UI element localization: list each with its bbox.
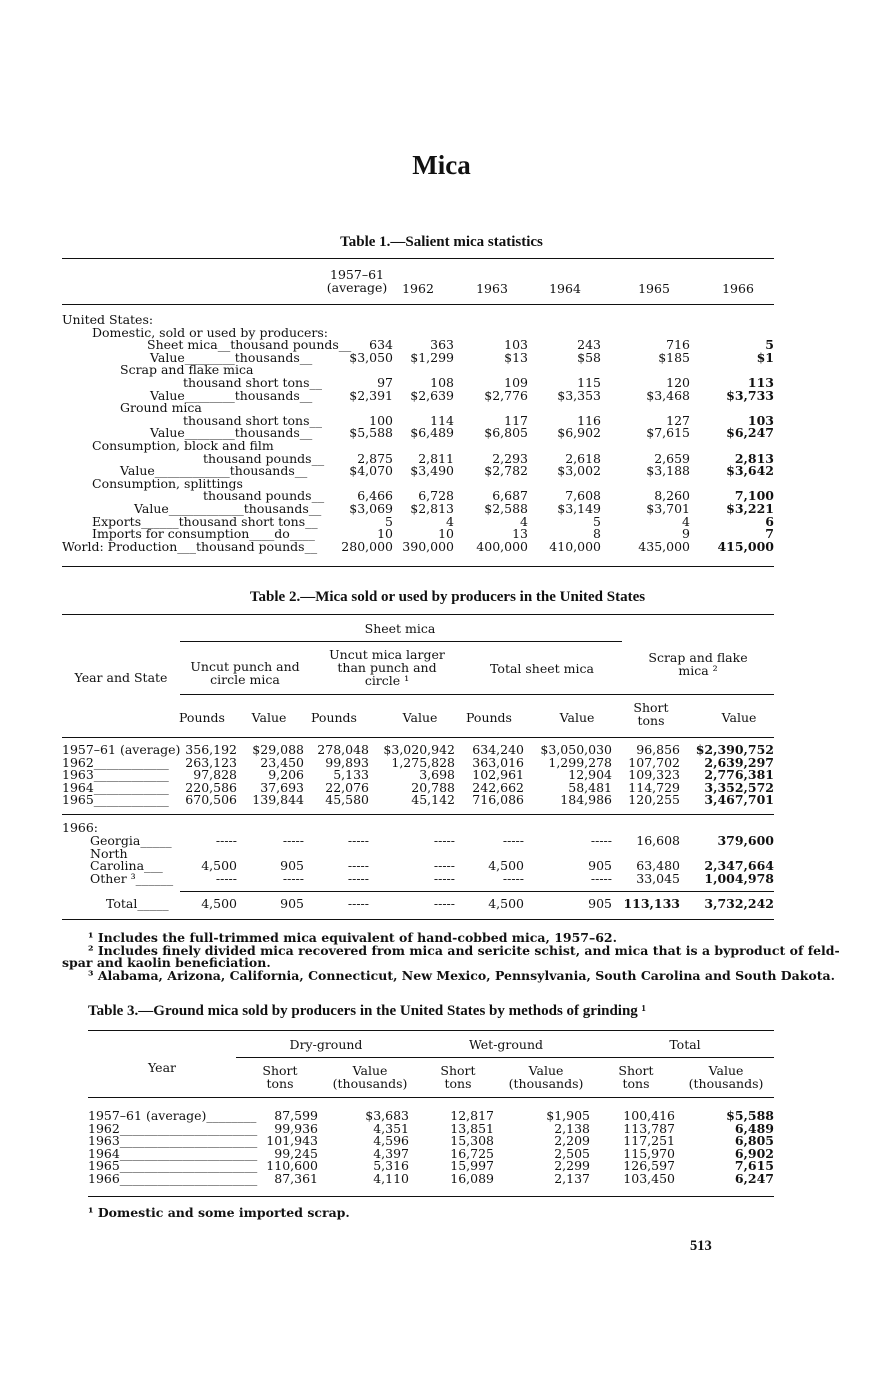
table1-cell: $2,588 <box>484 501 528 516</box>
table2-total-cell: 4,500 <box>201 896 237 911</box>
table2-row-label: Carolina___ <box>90 858 163 874</box>
table2-unit-header: Value <box>559 710 595 725</box>
table2-subhead-rule <box>180 694 774 695</box>
table1-cell: 400,000 <box>476 538 528 554</box>
table1-cell: $3,353 <box>557 387 601 403</box>
table3-row-label: 1964______________________ <box>88 1145 258 1161</box>
table1-row-label: Value________thousands__ <box>150 425 313 441</box>
table2-cell: 2,639,297 <box>704 754 774 770</box>
table1-column-header: 1965 <box>638 281 670 296</box>
table3-cell: 99,245 <box>274 1145 318 1161</box>
table1-column-header: 1962 <box>402 281 434 296</box>
table2-cell: $3,050,030 <box>540 742 612 757</box>
table2-cell: ----- <box>282 870 304 886</box>
table3-col-year: Year <box>148 1060 176 1075</box>
table1-cell: 280,000 <box>341 538 393 554</box>
table1-cell: $3,468 <box>646 387 690 403</box>
table2-cell: 4,500 <box>488 858 524 874</box>
table1-column-header: 1964 <box>549 281 581 296</box>
table2-row-label: 1957–61 (average) <box>62 742 181 757</box>
table3-unit-header: Short tons <box>618 1063 654 1091</box>
table1-cell: 2,659 <box>654 450 690 466</box>
table1-cell: 6 <box>765 513 774 529</box>
table2-unit-header: Value <box>251 710 287 725</box>
table3-cell: 15,308 <box>450 1133 494 1149</box>
table2-total-cell: 113,133 <box>623 896 680 911</box>
table3-footnote: ¹ Domestic and some imported scrap. <box>88 1205 350 1220</box>
table1-cell: $2,776 <box>484 387 528 403</box>
table2-cell: 9,206 <box>268 767 304 783</box>
table1-cell: $6,247 <box>726 425 774 441</box>
table1-cell: $6,805 <box>484 425 528 441</box>
table2-unit-header: Value <box>721 710 757 725</box>
table1-cell: $7,615 <box>646 425 690 441</box>
table3-cell: 6,247 <box>734 1171 774 1186</box>
table1-row-label: Domestic, sold or used by producers: <box>92 324 328 340</box>
table2-cell: 23,450 <box>260 754 304 770</box>
table1-cell: $3,221 <box>726 501 774 516</box>
table1-cell: 100 <box>369 412 393 428</box>
table2-cell: 5,133 <box>333 767 369 783</box>
table2-footnote: ³ Alabama, Arizona, California, Connecticut, New Mexico, Pennsylvania, South Carolina and South Dakota. <box>88 967 835 983</box>
table3-header-rule <box>88 1097 774 1098</box>
table1-row-label: Imports for consumption____do____ <box>92 526 315 542</box>
table2-cell: ----- <box>502 870 524 886</box>
table2-cell: 20,788 <box>411 779 455 795</box>
table1-cell: 114 <box>430 412 454 428</box>
table1-cell: 9 <box>682 526 690 542</box>
table1-cell: 2,293 <box>492 450 528 466</box>
table2-col-scrap: Scrap and flake mica ² <box>648 650 748 678</box>
table3-cell: 110,600 <box>266 1158 318 1174</box>
table3-row-label: 1962______________________ <box>88 1120 258 1136</box>
table1-cell: $3,050 <box>349 349 393 365</box>
table2-cell: ----- <box>433 870 455 886</box>
table2-unit-header: Pounds <box>179 710 225 725</box>
table2-total-cell: 905 <box>588 896 612 911</box>
table3-row-label: 1966______________________ <box>88 1171 258 1186</box>
table1-cell: 435,000 <box>638 538 690 554</box>
table3-cell: 7,615 <box>734 1158 774 1174</box>
table2-cell: ----- <box>433 858 455 874</box>
table1-cell: 13 <box>512 526 528 542</box>
table1-cell: $6,902 <box>557 425 601 441</box>
table2-top-rule <box>62 614 774 615</box>
table2-cell: 3,352,572 <box>704 779 774 795</box>
table3-cell: 6,902 <box>734 1145 774 1161</box>
table1-row-label: thousand short tons__ <box>183 412 323 428</box>
table3-cell: 6,489 <box>734 1120 774 1136</box>
table1-cell: $3,069 <box>349 501 393 516</box>
table1-cell: 7,608 <box>565 488 601 504</box>
table2-cell: 96,856 <box>636 742 680 757</box>
table2-cell: 263,123 <box>185 754 237 770</box>
table3-row-label: 1963______________________ <box>88 1133 258 1149</box>
table2-cell: 184,986 <box>560 792 612 808</box>
table2-cell: 107,702 <box>628 754 680 770</box>
table2-row-label: Georgia_____ <box>90 833 172 848</box>
table2-cell: 634,240 <box>472 742 524 757</box>
table3-bottom-rule <box>88 1196 774 1197</box>
table2-row-label: 1964____________ <box>62 779 169 795</box>
table1-cell: 115 <box>577 375 601 390</box>
table3-cell: $1,905 <box>546 1108 590 1123</box>
table1-row-label: World: Production___thousand pounds__ <box>62 538 318 554</box>
table1-cell: 113 <box>747 375 774 390</box>
table2-cell: ----- <box>347 858 369 874</box>
table3-cell: 113,787 <box>623 1120 675 1136</box>
table1-row-label: Value________thousands__ <box>150 387 313 403</box>
table3-cell: 15,997 <box>450 1158 494 1174</box>
table2-unit-header: Short tons <box>633 700 669 728</box>
table2-total-rule <box>180 891 774 892</box>
table1-row-label: Exports______thousand short tons__ <box>92 513 318 529</box>
table1-row-label: thousand pounds__ <box>203 450 325 466</box>
table1-row-label: Value________thousands__ <box>150 349 313 365</box>
table1-cell: $2,639 <box>410 387 454 403</box>
page-number: 513 <box>690 1238 712 1254</box>
table2-cell: $3,020,942 <box>383 742 455 757</box>
table2-cell: 1,004,978 <box>704 870 774 886</box>
table2-col-year: Year and State <box>74 670 168 685</box>
table1-cell: 7,100 <box>734 488 774 504</box>
table1-column-header: 1957–61 (average) <box>326 267 388 295</box>
table3-cell: 2,138 <box>554 1120 590 1136</box>
table1-cell: $58 <box>577 349 601 365</box>
table3-group-rule <box>236 1057 774 1058</box>
table3-group-header: Wet-ground <box>468 1037 544 1052</box>
table3-cell: 100,416 <box>623 1108 675 1123</box>
table2-total-cell: 4,500 <box>488 896 524 911</box>
table3-cell: 103,450 <box>623 1171 675 1186</box>
table1-row-label: thousand pounds__ <box>203 488 325 504</box>
table1-top-rule <box>62 258 774 259</box>
table2-cell: 45,142 <box>411 792 455 808</box>
table3-cell: 13,851 <box>450 1120 494 1136</box>
table2-cell: $2,390,752 <box>695 742 774 757</box>
table2-cell: 120,255 <box>628 792 680 808</box>
table1-cell: 120 <box>666 375 690 390</box>
table1-cell: 10 <box>377 526 393 542</box>
table1-cell: 5 <box>385 513 393 529</box>
table3-cell: 87,599 <box>274 1108 318 1123</box>
table2-unit-header: Pounds <box>466 710 512 725</box>
table1-row-label: Value____________thousands__ <box>134 501 322 516</box>
table3-cell: 6,805 <box>734 1133 774 1149</box>
table1-cell: $3,701 <box>646 501 690 516</box>
table1-cell: 6,466 <box>357 488 393 504</box>
table1-cell: 5 <box>593 513 601 529</box>
table3-cell: 4,397 <box>373 1145 409 1161</box>
table2-cell: 2,776,381 <box>704 767 774 783</box>
table1-cell: 97 <box>377 375 393 390</box>
table1-cell: $1,299 <box>410 349 454 365</box>
table1-row-label: Consumption, splittings <box>92 475 243 491</box>
table1-row-label: Sheet mica__thousand pounds__ <box>147 337 352 353</box>
table1-header-rule <box>62 304 774 305</box>
table3-cell: 12,817 <box>450 1108 494 1123</box>
table2-cell: 4,500 <box>201 858 237 874</box>
table1-caption: Table 1.—Salient mica statistics <box>340 234 543 250</box>
table1-cell: 716 <box>666 337 690 353</box>
table1-column-header: 1963 <box>476 281 508 296</box>
table1-row-label: Ground mica <box>120 400 202 416</box>
table2-cell: ----- <box>347 870 369 886</box>
table2-cell: 63,480 <box>636 858 680 874</box>
table2-row-label: North <box>90 845 128 861</box>
table1-cell: 2,875 <box>357 450 393 466</box>
table1-row-label: Value____________thousands__ <box>120 463 308 479</box>
table1-cell: 410,000 <box>549 538 601 554</box>
table1-row-label: Scrap and flake mica <box>120 362 254 378</box>
table1-cell: $3,188 <box>646 463 690 479</box>
table2-row-label: Other ³______ <box>90 870 174 886</box>
table1-cell: $2,391 <box>349 387 393 403</box>
table3-top-rule <box>88 1030 774 1031</box>
table3-cell: 16,089 <box>450 1171 494 1186</box>
table1-cell: $13 <box>504 349 528 365</box>
table2-col-larger: Uncut mica larger than punch and circle ¹ <box>329 647 445 688</box>
table3-cell: 4,596 <box>373 1133 409 1149</box>
table1-cell: $3,733 <box>726 387 774 403</box>
table2-cell: 22,076 <box>325 779 369 795</box>
table3-cell: 16,725 <box>450 1145 494 1161</box>
table2-total-cell: 3,732,242 <box>704 896 774 911</box>
table1-cell: $3,642 <box>726 463 774 479</box>
table1-cell: $6,489 <box>410 425 454 441</box>
table2-cell: 97,828 <box>193 767 237 783</box>
table2-cell: ----- <box>433 833 455 848</box>
table1-cell: 6,728 <box>418 488 454 504</box>
table1-cell: $1 <box>756 349 774 365</box>
table3-cell: 4,351 <box>373 1120 409 1136</box>
table1-cell: 415,000 <box>717 538 774 554</box>
table1-cell: 4 <box>446 513 454 529</box>
table2-cell: ----- <box>347 833 369 848</box>
table1-cell: 634 <box>369 337 393 353</box>
table2-total-cell: 905 <box>280 896 304 911</box>
table3-unit-header: Short tons <box>262 1063 298 1091</box>
table2-cell: ----- <box>590 833 612 848</box>
table2-unit-header: Pounds <box>311 710 357 725</box>
table1-cell: 363 <box>430 337 454 353</box>
table1-cell: $4,070 <box>349 463 393 479</box>
table2-cell: 3,698 <box>419 767 455 783</box>
table2-cell: 33,045 <box>636 870 680 886</box>
table2-caption: Table 2.—Mica sold or used by producers in the United States <box>249 589 646 605</box>
table3-cell: 87,361 <box>274 1171 318 1186</box>
table2-cell: 356,192 <box>185 742 237 757</box>
table2-cell: ----- <box>215 833 237 848</box>
table3-row-label: 1965______________________ <box>88 1158 258 1174</box>
table2-cell: 139,844 <box>252 792 304 808</box>
table3-cell: $5,588 <box>726 1108 774 1123</box>
table2-cell: 16,608 <box>636 833 680 848</box>
table3-group-header: Dry-ground <box>289 1037 363 1052</box>
table2-col-total: Total sheet mica <box>490 661 594 676</box>
table1-cell: 103 <box>504 337 528 353</box>
table3-cell: 126,597 <box>623 1158 675 1174</box>
table3-cell: 5,316 <box>373 1158 409 1174</box>
table3-cell: 4,110 <box>373 1171 409 1186</box>
table2-cell: 2,347,664 <box>704 858 774 874</box>
table1-cell: $185 <box>658 349 690 365</box>
table2-cell: ----- <box>502 833 524 848</box>
table2-cell: 12,904 <box>568 767 612 783</box>
table1-cell: $2,782 <box>484 463 528 479</box>
table3-cell: 117,251 <box>623 1133 675 1149</box>
table2-col-uncut: Uncut punch and circle mica <box>190 659 300 687</box>
table3-cell: 2,209 <box>554 1133 590 1149</box>
table1-cell: 8 <box>593 526 601 542</box>
table1-cell: 5 <box>765 337 774 353</box>
table2-cell: $29,088 <box>252 742 304 757</box>
table2-cell: ----- <box>282 833 304 848</box>
table2-row-label: 1962____________ <box>62 754 169 770</box>
table1-cell: 116 <box>577 412 601 428</box>
table2-cell: 278,048 <box>317 742 369 757</box>
table2-cell: 1,275,828 <box>391 754 455 770</box>
table3-row-label: 1957–61 (average)________ <box>88 1108 257 1123</box>
table2-row-label: 1963____________ <box>62 767 169 783</box>
table2-cell: 114,729 <box>628 779 680 795</box>
table2-cell: ----- <box>215 870 237 886</box>
table3-unit-header: Value (thousands) <box>332 1063 408 1091</box>
table2-mid-rule <box>62 814 774 815</box>
table3-cell: 2,505 <box>554 1145 590 1161</box>
table1-cell: 2,618 <box>565 450 601 466</box>
table2-cell: 58,481 <box>568 779 612 795</box>
table1-column-header: 1966 <box>722 281 754 296</box>
table2-year-1966: 1966: <box>62 820 99 835</box>
table1-cell: 6,687 <box>492 488 528 504</box>
table3-cell: $3,683 <box>365 1108 409 1123</box>
table1-cell: $5,588 <box>349 425 393 441</box>
table1-cell: 103 <box>747 412 774 428</box>
table3-cell: 115,970 <box>623 1145 675 1161</box>
table2-cell: 1,299,278 <box>548 754 612 770</box>
table1-cell: 109 <box>504 375 528 390</box>
table2-cell: 905 <box>588 858 612 874</box>
table2-footnote: ¹ Includes the full-trimmed mica equivalent of hand-cobbed mica, 1957–62. <box>88 930 617 945</box>
table3-caption: Table 3.—Ground mica sold by producers in the United States by methods of grinding ¹ <box>88 1003 647 1019</box>
table2-cell: 102,961 <box>472 767 524 783</box>
table1-cell: 10 <box>438 526 454 542</box>
table2-total-label: Total_____ <box>106 896 169 911</box>
table1-cell: 117 <box>504 412 528 428</box>
table2-header-rule <box>62 737 774 738</box>
table2-group-rule <box>180 641 622 642</box>
table2-cell: 363,016 <box>472 754 524 770</box>
table3-group-header: Total <box>669 1037 701 1052</box>
table2-cell: ----- <box>590 870 612 886</box>
table3-unit-header: Value (thousands) <box>508 1063 584 1091</box>
table1-cell: $3,149 <box>557 501 601 516</box>
table1-cell: $3,490 <box>410 463 454 479</box>
table2-group-sheet: Sheet mica <box>364 621 436 636</box>
table2-cell: 220,586 <box>185 779 237 795</box>
table3-cell: 2,137 <box>554 1171 590 1186</box>
table3-unit-header: Short tons <box>440 1063 476 1091</box>
table3-unit-header: Value (thousands) <box>688 1063 764 1091</box>
page-title: Mica <box>412 150 471 180</box>
table1-bottom-rule <box>62 566 774 567</box>
table1-cell: 7 <box>765 526 774 542</box>
table1-cell: 390,000 <box>402 538 454 554</box>
table2-total-cell: ----- <box>433 896 455 911</box>
table2-unit-header: Value <box>402 710 438 725</box>
table2-total-cell: ----- <box>347 896 369 911</box>
table2-cell: 3,467,701 <box>704 792 774 808</box>
table1-row-label: thousand short tons__ <box>183 375 323 390</box>
table2-row-label: 1965____________ <box>62 792 169 808</box>
table1-cell: 4 <box>682 513 690 529</box>
table2-cell: 37,693 <box>260 779 304 795</box>
table1-cell: 8,260 <box>654 488 690 504</box>
table2-cell: 109,323 <box>628 767 680 783</box>
table1-cell: 127 <box>666 412 690 428</box>
table3-cell: 99,936 <box>274 1120 318 1136</box>
table2-cell: 242,662 <box>472 779 524 795</box>
table3-cell: 101,943 <box>266 1133 318 1149</box>
table2-cell: 716,086 <box>472 792 524 808</box>
table1-cell: 243 <box>577 337 601 353</box>
table1-cell: $3,002 <box>557 463 601 479</box>
table2-footnote: spar and kaolin beneficiation. <box>62 955 271 971</box>
table1-cell: 2,813 <box>734 450 774 466</box>
table1-cell: 4 <box>520 513 528 529</box>
table1-row-label: United States: <box>62 312 154 327</box>
table2-footnote: ² Includes finely divided mica recovered from mica and sericite schist, and mica that is a byproduct of feld- <box>88 942 840 958</box>
table2-cell: 670,506 <box>185 792 237 808</box>
table2-cell: 379,600 <box>717 833 774 848</box>
table1-row-label: Consumption, block and film <box>92 438 274 453</box>
table1-cell: 108 <box>430 375 454 390</box>
table2-cell: 45,580 <box>325 792 369 808</box>
table2-cell: 905 <box>280 858 304 874</box>
table1-cell: 2,811 <box>418 450 454 466</box>
table3-cell: 2,299 <box>554 1158 590 1174</box>
table2-bottom-rule <box>62 919 774 920</box>
table1-cell: $2,813 <box>410 501 454 516</box>
table2-cell: 99,893 <box>325 754 369 770</box>
